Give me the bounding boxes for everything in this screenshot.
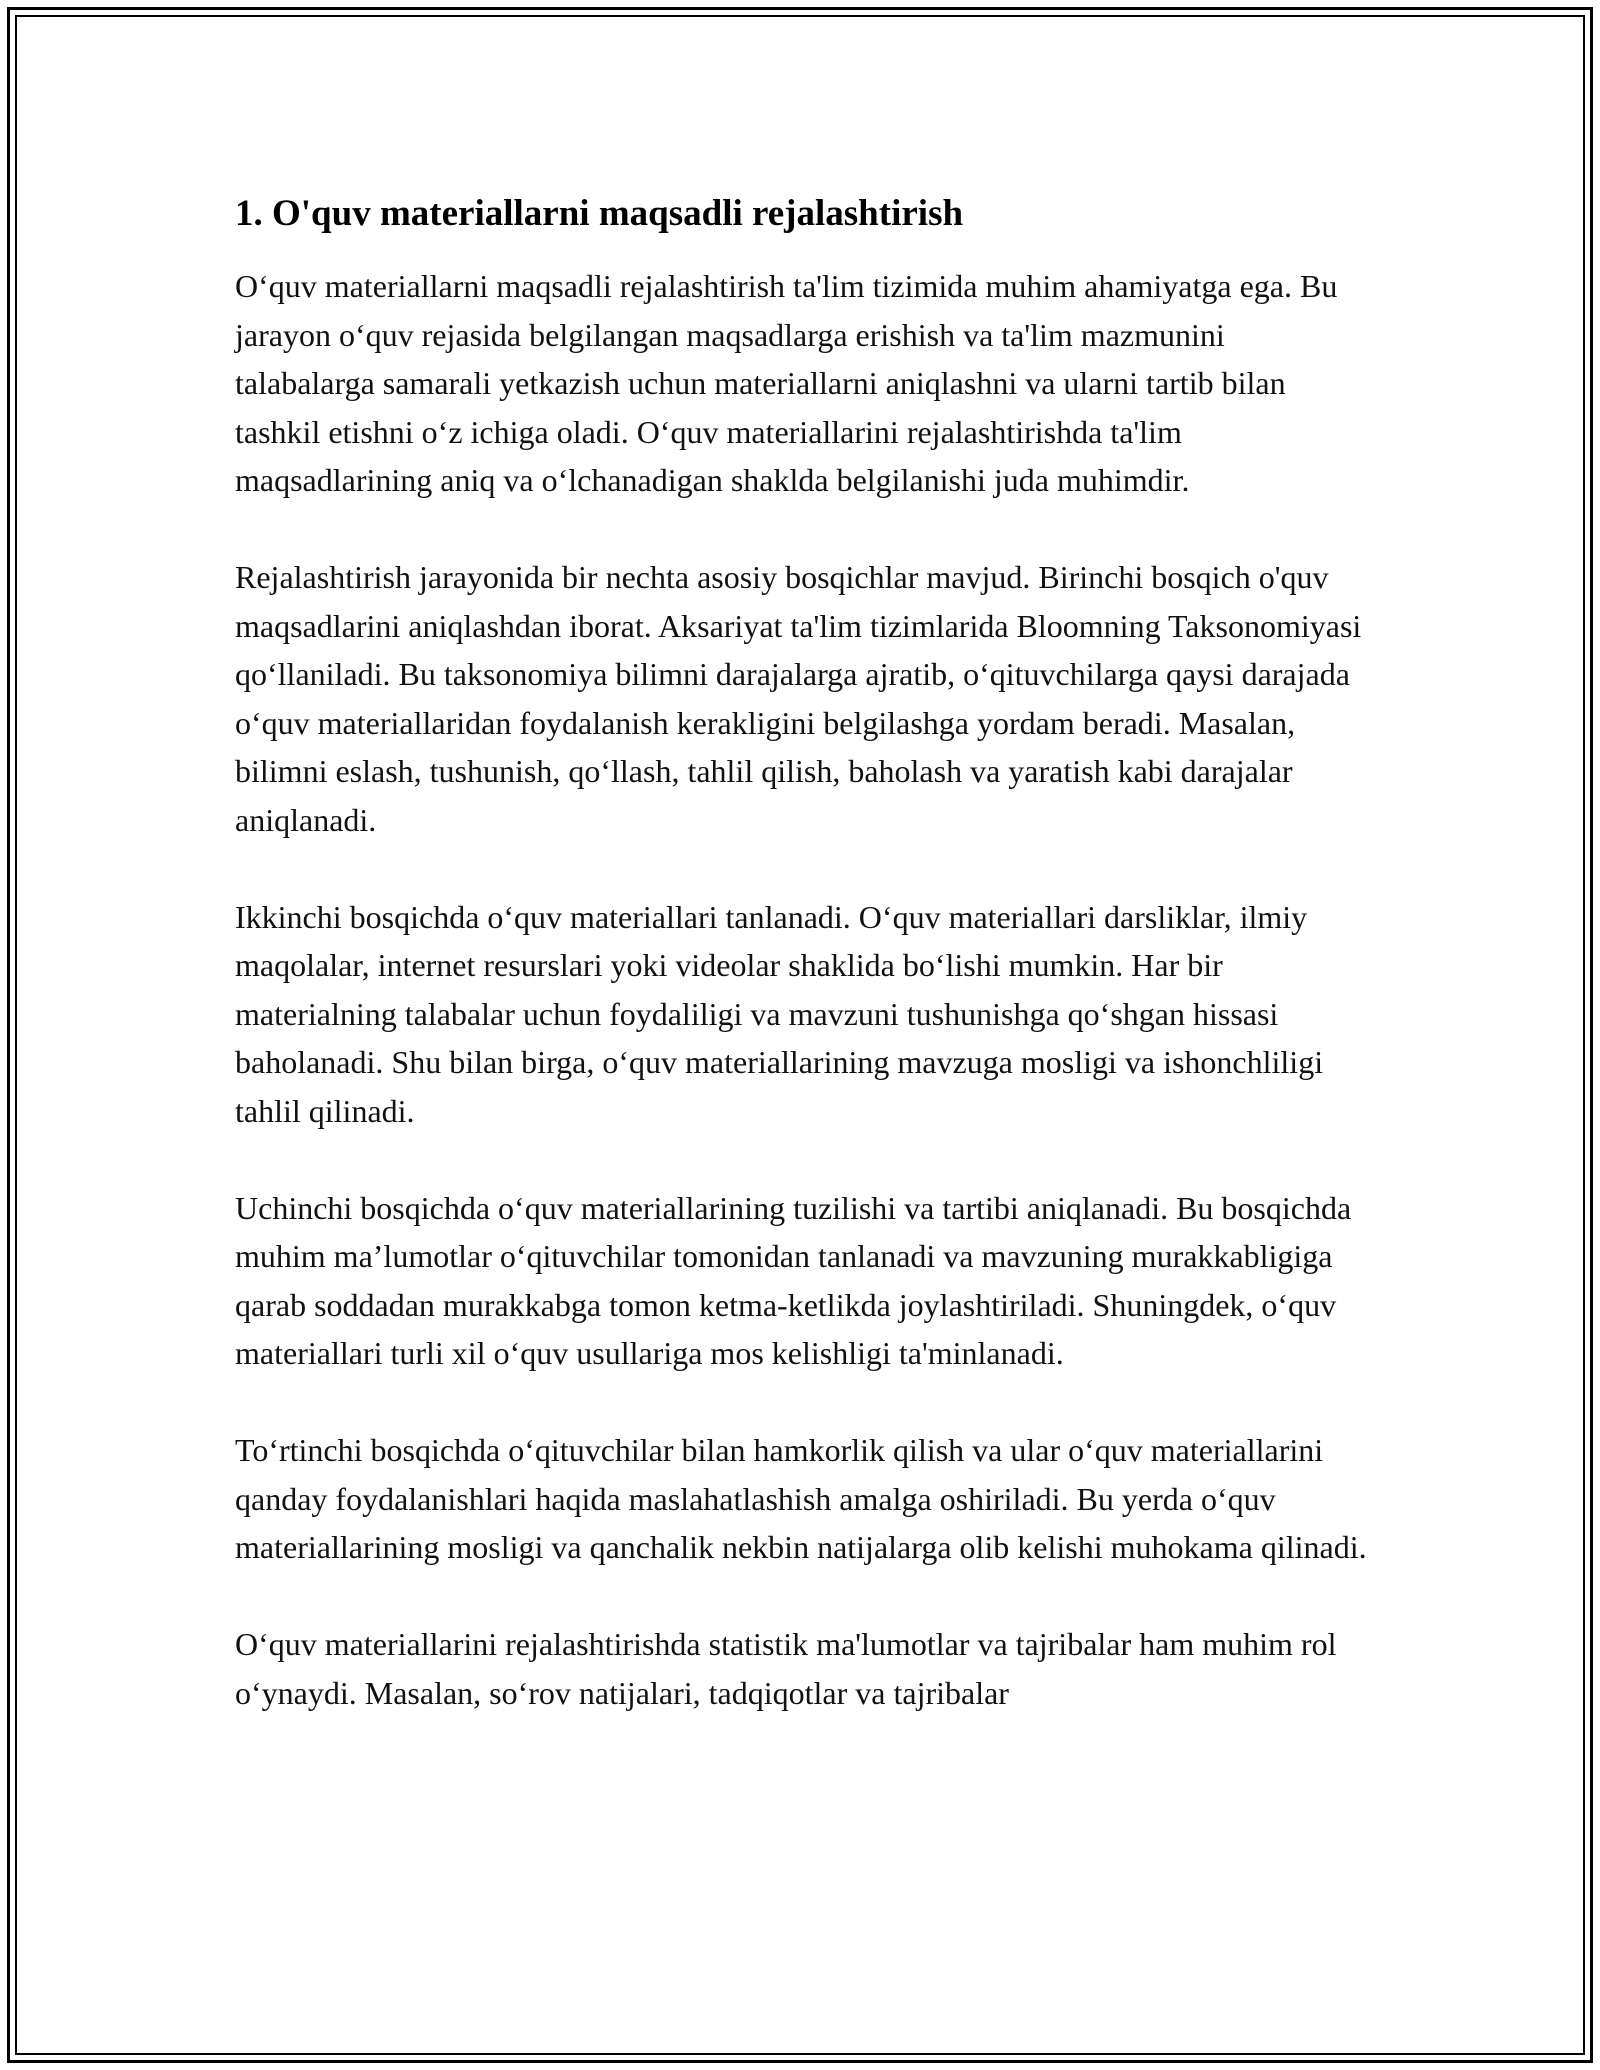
paragraph-5: To‘rtinchi bosqichda o‘qituvchilar bilan hamkorlik qilish va ular o‘quv materiallarini qanday foydalanishlari haqida maslahatlashish amalga oshiriladi. Bu yerda o‘quv materiallarining mosligi va qanchalik nekbin natijalarga olib kelishi muhokama qilinadi. [235, 1432, 1367, 1565]
section-heading: 1. O'quv materiallarni maqsadli rejalashtirish [235, 193, 964, 234]
paragraph-3: Ikkinchi bosqichda o‘quv materiallari tanlanadi. O‘quv materiallari darsliklar, ilmiy maqolalar, internet resurslari yoki videolar shaklida bo‘lishi mumkin. Har bir materialning talabalar uchun foydaliligi va mavzuni tushunishga qo‘shgan hissasi baholanadi. Shu bilan birga, o‘quv materiallarining mavzuga mosligi va ishonchliligi tahlil qilinadi. [235, 898, 1324, 1129]
paragraph-4: Uchinchi bosqichda o‘quv materiallarining tuzilishi va tartibi aniqlanadi. Bu bosqichda muhim ma’lumotlar o‘qituvchilar tomonidan tanlanadi va mavzuning murakkabligiga qarab soddadan murakkabga tomon ketma-ketlikda joylashtiriladi. Shuningdek, o‘quv materiallari turli xil o‘quv usullariga mos kelishligi ta'minlanadi. [235, 1189, 1352, 1371]
paragraph-1: O‘quv materiallarni maqsadli rejalashtirish ta'lim tizimida muhim ahamiyatga ega. Bu jarayon o‘quv rejasida belgilangan maqsadlarga erishish va ta'lim mazmunini talabalarga samarali yetkazish uchun materiallarni aniqlashni va ularni tartib bilan tashkil etishni o‘z ichiga oladi. O‘quv materiallarini rejalashtirishda ta'lim maqsadlarining aniq va o‘lchanadigan shaklda belgilanishi juda muhimdir. [235, 268, 1338, 498]
paragraph-2: Rejalashtirish jarayonida bir nechta asosiy bosqichlar mavjud. Birinchi bosqich o'quv maqsadlarini aniqlashdan iborat. Aksariyat ta'lim tizimlarida Bloomning Taksonomiyasi qo‘llaniladi. Bu taksonomiya bilimni darajalarga ajratib, o‘qituvchilarga qaysi darajada o‘quv materiallaridan foydalanish kerakligini belgilashga yordam beradi. Masalan, bilimni eslash, tushunish, qo‘llash, tahlil qilish, baholash va yaratish kabi darajalar aniqlanadi. [235, 559, 1362, 838]
document-body [235, 190, 1370, 1766]
paragraph-6: O‘quv materiallarini rejalashtirishda statistik ma'lumotlar va tajribalar ham muhim rol o‘ynaydi. Masalan, so‘rov natijalari, tadqiqotlar va tajribalar [235, 1626, 1337, 1711]
